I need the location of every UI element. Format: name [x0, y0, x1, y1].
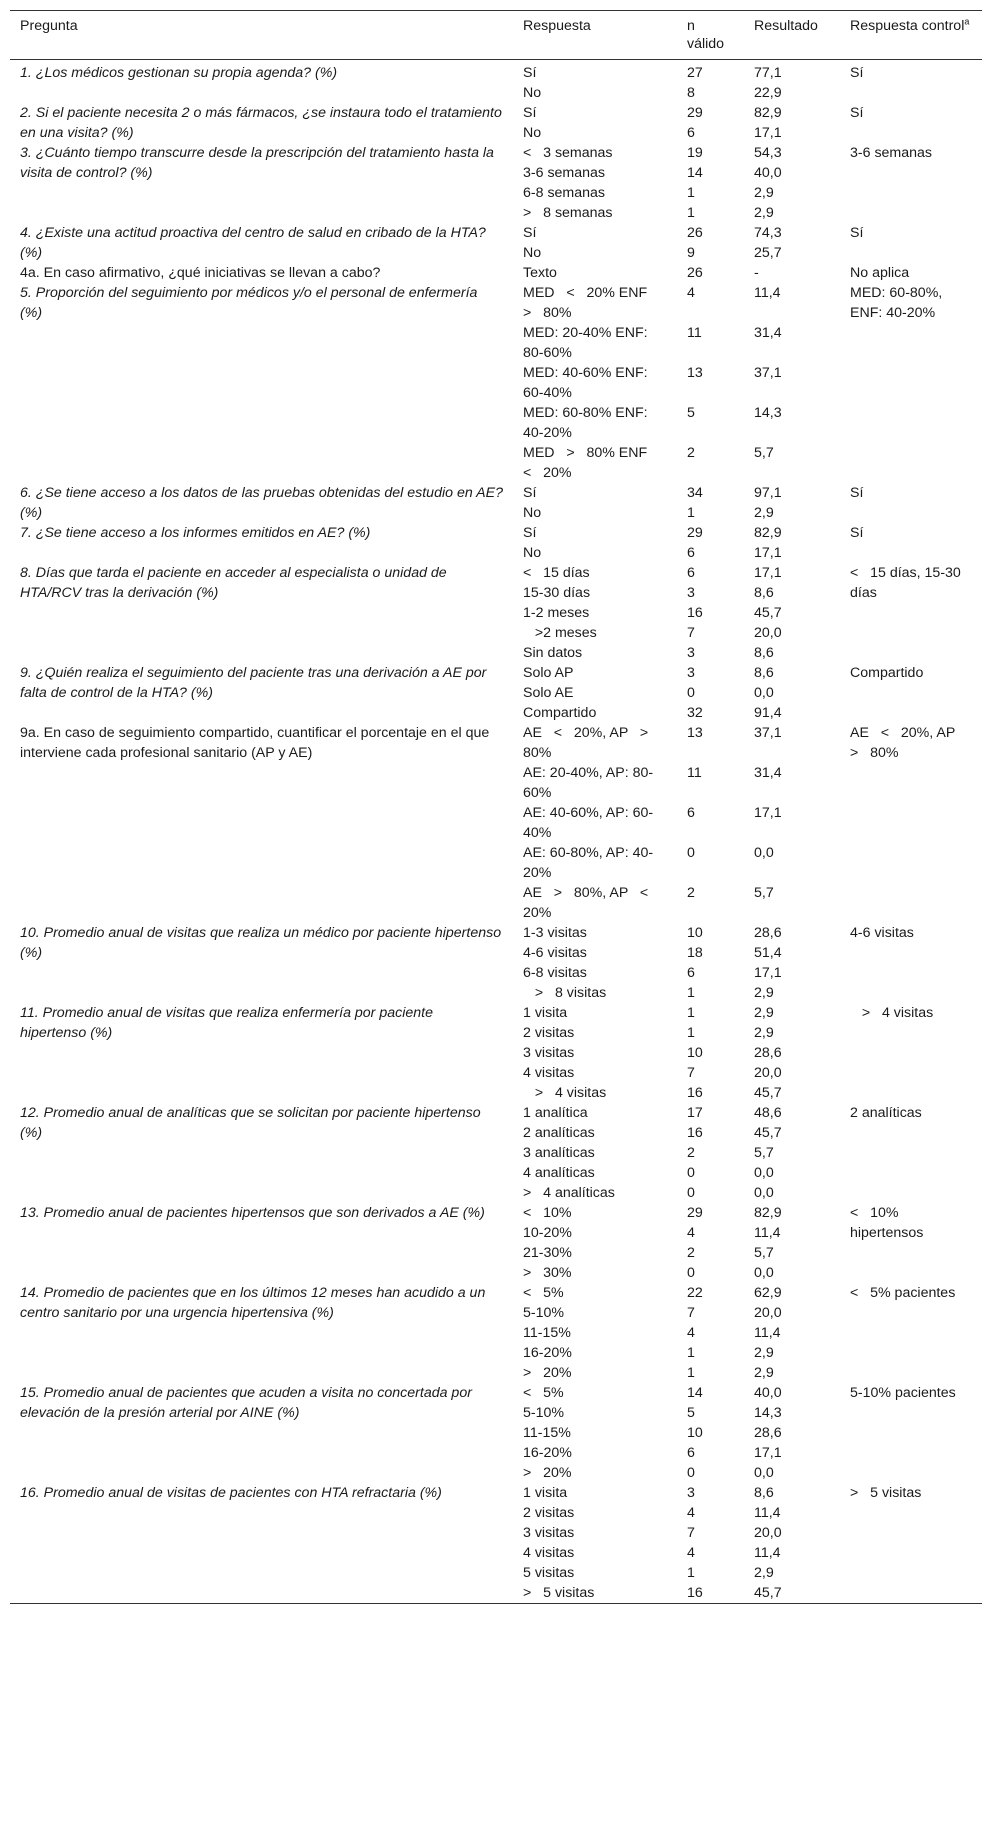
- header-n-valido: n válido: [687, 18, 725, 52]
- answer-cell: No: [523, 505, 542, 521]
- result-cell: 0,0: [754, 1465, 774, 1481]
- n-valid-cell: 8: [687, 85, 695, 101]
- header-respuesta: Respuesta: [523, 18, 591, 34]
- n-valid-cell: 6: [687, 805, 695, 821]
- result-cell: 8,6: [754, 585, 774, 601]
- control-answer-cell: < 5% pacientes: [850, 1285, 956, 1301]
- result-cell: 11,4: [754, 1505, 781, 1521]
- control-answer-cell: > 5 visitas: [850, 1485, 922, 1501]
- answer-cell: MED < 20% ENF > 80%: [523, 285, 660, 321]
- result-cell: 0,0: [754, 1165, 774, 1181]
- result-cell: 28,6: [754, 925, 782, 941]
- result-cell: 2,9: [754, 1345, 774, 1361]
- answer-cell: 3 visitas: [523, 1045, 575, 1061]
- question-cell: 13. Promedio anual de pacientes hipertensos que son derivados a AE (%): [20, 1205, 485, 1221]
- result-cell: 11,4: [754, 1225, 781, 1241]
- n-valid-cell: 16: [687, 1125, 703, 1141]
- result-cell: 45,7: [754, 1125, 782, 1141]
- n-valid-cell: 7: [687, 1065, 695, 1081]
- question-cell: 15. Promedio anual de pacientes que acuden a visita no concertada por elevación de la presión arterial por AINE (%): [20, 1385, 472, 1421]
- table-row: [10, 1283, 982, 1303]
- n-valid-cell: 6: [687, 125, 695, 141]
- answer-cell: 21-30%: [523, 1245, 572, 1261]
- control-answer-cell: Sí: [850, 105, 864, 121]
- result-cell: 48,6: [754, 1105, 782, 1121]
- answer-cell: 1-2 meses: [523, 605, 590, 621]
- result-cell: 82,9: [754, 105, 782, 121]
- control-answer-cell: No aplica: [850, 265, 910, 281]
- result-cell: 28,6: [754, 1045, 782, 1061]
- answer-cell: Texto: [523, 265, 557, 281]
- n-valid-cell: 26: [687, 265, 703, 281]
- answer-cell: > 8 visitas: [523, 985, 607, 1001]
- answer-cell: AE: 20-40%, AP: 80-60%: [523, 765, 654, 801]
- table-row: [10, 723, 982, 763]
- n-valid-cell: 34: [687, 485, 703, 501]
- answer-cell: > 5 visitas: [523, 1585, 595, 1601]
- result-cell: 25,7: [754, 245, 782, 261]
- answer-cell: 2 visitas: [523, 1505, 575, 1521]
- question-cell: 5. Proporción del seguimiento por médicos y/o el personal de enfermería (%): [20, 285, 478, 321]
- result-cell: 40,0: [754, 165, 782, 181]
- n-valid-cell: 13: [687, 365, 703, 381]
- question-cell: 3. ¿Cuánto tiempo transcurre desde la prescripción del tratamiento hasta la visita de control? (%): [20, 145, 494, 181]
- answer-cell: Solo AP: [523, 665, 574, 681]
- answer-cell: < 10%: [523, 1205, 572, 1221]
- answer-cell: AE < 20%, AP > 80%: [523, 725, 660, 761]
- result-cell: 2,9: [754, 1565, 774, 1581]
- table-row: [10, 663, 982, 683]
- result-cell: 28,6: [754, 1425, 782, 1441]
- n-valid-cell: 2: [687, 1145, 695, 1161]
- result-cell: 62,9: [754, 1285, 782, 1301]
- result-cell: 2,9: [754, 185, 774, 201]
- result-cell: 20,0: [754, 1525, 782, 1541]
- result-cell: 82,9: [754, 1205, 782, 1221]
- n-valid-cell: 4: [687, 1225, 695, 1241]
- table-row: [10, 60, 982, 84]
- n-valid-cell: 1: [687, 1025, 695, 1041]
- table-row: [10, 483, 982, 503]
- n-valid-cell: 18: [687, 945, 703, 961]
- n-valid-cell: 2: [687, 1245, 695, 1261]
- question-cell: 4a. En caso afirmativo, ¿qué iniciativas se llevan a cabo?: [20, 265, 381, 281]
- answer-cell: 16-20%: [523, 1345, 572, 1361]
- result-cell: 2,9: [754, 205, 774, 221]
- table-row: [10, 523, 982, 543]
- result-cell: 0,0: [754, 1265, 774, 1281]
- answer-cell: No: [523, 545, 542, 561]
- answer-cell: MED: 60-80% ENF: 40-20%: [523, 405, 652, 441]
- answer-cell: 4 visitas: [523, 1065, 575, 1081]
- answer-cell: 4-6 visitas: [523, 945, 587, 961]
- control-answer-cell: Sí: [850, 485, 864, 501]
- result-cell: 8,6: [754, 665, 774, 681]
- answer-cell: > 30%: [523, 1265, 572, 1281]
- n-valid-cell: 0: [687, 845, 695, 861]
- n-valid-cell: 16: [687, 1585, 703, 1601]
- n-valid-cell: 29: [687, 105, 703, 121]
- result-cell: 54,3: [754, 145, 782, 161]
- result-cell: 17,1: [754, 805, 782, 821]
- answer-cell: No: [523, 85, 542, 101]
- result-cell: 11,4: [754, 1325, 781, 1341]
- answer-cell: 5-10%: [523, 1405, 565, 1421]
- answer-cell: No: [523, 125, 542, 141]
- answer-cell: 2 analíticas: [523, 1125, 595, 1141]
- question-cell: 2. Si el paciente necesita 2 o más fármacos, ¿se instaura todo el tratamiento en una visita? (%): [20, 105, 502, 141]
- n-valid-cell: 1: [687, 985, 695, 1001]
- table-body: [10, 60, 982, 1604]
- control-answer-cell: 4-6 visitas: [850, 925, 914, 941]
- table-row: [10, 1103, 982, 1123]
- answer-cell: Sin datos: [523, 645, 583, 661]
- n-valid-cell: 10: [687, 1425, 703, 1441]
- result-cell: -: [754, 265, 759, 281]
- control-answer-cell: Sí: [850, 525, 864, 541]
- answer-cell: Sí: [523, 485, 537, 501]
- answer-cell: > 20%: [523, 1365, 572, 1381]
- n-valid-cell: 1: [687, 1565, 695, 1581]
- answer-cell: 4 visitas: [523, 1545, 575, 1561]
- table-row: [10, 1203, 982, 1223]
- n-valid-cell: 3: [687, 645, 695, 661]
- table-row: [10, 1003, 982, 1023]
- answer-cell: No: [523, 245, 542, 261]
- n-valid-cell: 16: [687, 605, 703, 621]
- result-cell: 97,1: [754, 485, 782, 501]
- result-cell: 77,1: [754, 65, 782, 81]
- table-row: [10, 223, 982, 243]
- answer-cell: 4 analíticas: [523, 1165, 595, 1181]
- result-cell: 2,9: [754, 985, 774, 1001]
- question-cell: 10. Promedio anual de visitas que realiza un médico por paciente hipertenso (%): [20, 925, 502, 961]
- n-valid-cell: 22: [687, 1285, 703, 1301]
- result-cell: 40,0: [754, 1385, 782, 1401]
- header-pregunta: Pregunta: [20, 18, 78, 34]
- control-answer-cell: MED: 60-80%, ENF: 40-20%: [850, 285, 947, 321]
- result-cell: 0,0: [754, 685, 774, 701]
- control-answer-cell: Compartido: [850, 665, 924, 681]
- control-answer-cell: > 4 visitas: [850, 1005, 934, 1021]
- question-cell: 14. Promedio de pacientes que en los últimos 12 meses han acudido a un centro sanitario por una urgencia hipertensiva (%): [20, 1285, 486, 1321]
- n-valid-cell: 3: [687, 585, 695, 601]
- answer-cell: 10-20%: [523, 1225, 572, 1241]
- n-valid-cell: 6: [687, 565, 695, 581]
- n-valid-cell: 0: [687, 1465, 695, 1481]
- n-valid-cell: 11: [687, 325, 702, 341]
- result-cell: 0,0: [754, 845, 774, 861]
- result-cell: 2,9: [754, 505, 774, 521]
- header-control-label: Respuesta control: [850, 18, 965, 34]
- n-valid-cell: 3: [687, 665, 695, 681]
- answer-cell: MED: 20-40% ENF: 80-60%: [523, 325, 652, 361]
- n-valid-cell: 7: [687, 1525, 695, 1541]
- result-cell: 8,6: [754, 645, 774, 661]
- answer-cell: AE: 40-60%, AP: 60-40%: [523, 805, 654, 841]
- answer-cell: 3 visitas: [523, 1525, 575, 1541]
- question-cell: 16. Promedio anual de visitas de pacientes con HTA refractaria (%): [20, 1485, 442, 1501]
- n-valid-cell: 1: [687, 1005, 695, 1021]
- n-valid-cell: 32: [687, 705, 703, 721]
- question-cell: 1. ¿Los médicos gestionan su propia agenda? (%): [20, 65, 338, 81]
- result-cell: 17,1: [754, 965, 782, 981]
- answer-cell: 16-20%: [523, 1445, 572, 1461]
- result-cell: 22,9: [754, 85, 782, 101]
- result-cell: 91,4: [754, 705, 782, 721]
- result-cell: 37,1: [754, 725, 782, 741]
- n-valid-cell: 10: [687, 1045, 703, 1061]
- n-valid-cell: 6: [687, 545, 695, 561]
- table-row: [10, 103, 982, 123]
- answer-cell: < 5%: [523, 1385, 564, 1401]
- header-resultado: Resultado: [754, 18, 818, 34]
- n-valid-cell: 10: [687, 925, 703, 941]
- result-cell: 31,4: [754, 325, 782, 341]
- question-cell: 9. ¿Quién realiza el seguimiento del paciente tras una derivación a AE por falta de control de la HTA? (%): [20, 665, 487, 701]
- answer-cell: 6-8 semanas: [523, 185, 606, 201]
- n-valid-cell: 7: [687, 625, 695, 641]
- control-answer-cell: Sí: [850, 225, 864, 241]
- control-answer-cell: Sí: [850, 65, 864, 81]
- result-cell: 82,9: [754, 525, 782, 541]
- answer-cell: AE: 60-80%, AP: 40-20%: [523, 845, 654, 881]
- n-valid-cell: 9: [687, 245, 695, 261]
- result-cell: 14,3: [754, 1405, 782, 1421]
- n-valid-cell: 0: [687, 1185, 695, 1201]
- n-valid-cell: 11: [687, 765, 702, 781]
- result-cell: 11,4: [754, 285, 781, 301]
- result-cell: 5,7: [754, 1245, 774, 1261]
- control-answer-cell: < 15 días, 15-30 días: [850, 565, 965, 601]
- answer-cell: < 3 semanas: [523, 145, 613, 161]
- question-cell: 9a. En caso de seguimiento compartido, cuantificar el porcentaje en el que interviene cada profesional sanitario (AP y AE): [20, 725, 490, 761]
- result-cell: 45,7: [754, 1085, 782, 1101]
- n-valid-cell: 14: [687, 165, 703, 181]
- table-row: [10, 923, 982, 943]
- result-cell: 45,7: [754, 605, 782, 621]
- result-cell: 20,0: [754, 625, 782, 641]
- result-cell: 5,7: [754, 445, 774, 461]
- n-valid-cell: 0: [687, 1265, 695, 1281]
- control-answer-cell: AE < 20%, AP > 80%: [850, 725, 967, 761]
- header-respuesta-control: [840, 11, 982, 60]
- n-valid-cell: 5: [687, 405, 695, 421]
- answer-cell: < 5%: [523, 1285, 564, 1301]
- result-cell: 17,1: [754, 545, 782, 561]
- n-valid-cell: 17: [687, 1105, 703, 1121]
- n-valid-cell: 7: [687, 1305, 695, 1321]
- n-valid-cell: 4: [687, 1325, 695, 1341]
- answer-cell: 5 visitas: [523, 1565, 575, 1581]
- n-valid-cell: 29: [687, 1205, 703, 1221]
- n-valid-cell: 4: [687, 1545, 695, 1561]
- table-row: [10, 263, 982, 283]
- answer-cell: Sí: [523, 65, 537, 81]
- result-cell: 45,7: [754, 1585, 782, 1601]
- answer-cell: 1-3 visitas: [523, 925, 587, 941]
- answer-cell: 2 visitas: [523, 1025, 575, 1041]
- n-valid-cell: 3: [687, 1485, 695, 1501]
- answer-cell: Sí: [523, 105, 537, 121]
- question-cell: 8. Días que tarda el paciente en acceder al especialista o unidad de HTA/RCV tras la derivación (%): [20, 565, 447, 601]
- result-cell: 5,7: [754, 1145, 774, 1161]
- survey-results-table: [10, 10, 982, 1604]
- answer-cell: 15-30 días: [523, 585, 591, 601]
- result-cell: 2,9: [754, 1005, 774, 1021]
- question-cell: 7. ¿Se tiene acceso a los informes emitidos en AE? (%): [20, 525, 371, 541]
- question-cell: 11. Promedio anual de visitas que realiza enfermería por paciente hipertenso (%): [20, 1005, 433, 1041]
- result-cell: 20,0: [754, 1305, 782, 1321]
- n-valid-cell: 26: [687, 225, 703, 241]
- n-valid-cell: 16: [687, 1085, 703, 1101]
- n-valid-cell: 1: [687, 1365, 695, 1381]
- n-valid-cell: 1: [687, 185, 695, 201]
- n-valid-cell: 5: [687, 1405, 695, 1421]
- n-valid-cell: 1: [687, 1345, 695, 1361]
- answer-cell: 11-15%: [523, 1425, 571, 1441]
- table-row: [10, 143, 982, 163]
- n-valid-cell: 6: [687, 965, 695, 981]
- answer-cell: 1 visita: [523, 1485, 568, 1501]
- result-cell: 11,4: [754, 1545, 781, 1561]
- answer-cell: 3-6 semanas: [523, 165, 606, 181]
- header-control-footnote: a: [964, 16, 970, 27]
- question-cell: 6. ¿Se tiene acceso a los datos de las pruebas obtenidas del estudio en AE? (%): [20, 485, 503, 521]
- result-cell: 8,6: [754, 1485, 774, 1501]
- survey-results-table-container: [10, 10, 982, 1604]
- answer-cell: Sí: [523, 525, 537, 541]
- table-row: [10, 1483, 982, 1503]
- n-valid-cell: 1: [687, 205, 695, 221]
- answer-cell: > 4 analíticas: [523, 1185, 615, 1201]
- table-header-row: [10, 11, 982, 60]
- result-cell: 17,1: [754, 125, 782, 141]
- table-row: [10, 283, 982, 323]
- answer-cell: 6-8 visitas: [523, 965, 587, 981]
- n-valid-cell: 27: [687, 65, 703, 81]
- n-valid-cell: 6: [687, 1445, 695, 1461]
- result-cell: 17,1: [754, 565, 782, 581]
- table-row: [10, 1383, 982, 1403]
- n-valid-cell: 0: [687, 1165, 695, 1181]
- question-cell: 12. Promedio anual de analíticas que se solicitan por paciente hipertenso (%): [20, 1105, 481, 1141]
- answer-cell: AE > 80%, AP < 20%: [523, 885, 660, 921]
- result-cell: 14,3: [754, 405, 782, 421]
- result-cell: 37,1: [754, 365, 782, 381]
- answer-cell: < 15 días: [523, 565, 590, 581]
- question-cell: 4. ¿Existe una actitud proactiva del centro de salud en cribado de la HTA? (%): [20, 225, 486, 261]
- n-valid-cell: 4: [687, 285, 695, 301]
- n-valid-cell: 14: [687, 1385, 703, 1401]
- n-valid-cell: 13: [687, 725, 703, 741]
- n-valid-cell: 19: [687, 145, 703, 161]
- result-cell: 0,0: [754, 1185, 774, 1201]
- result-cell: 74,3: [754, 225, 782, 241]
- answer-cell: > 8 semanas: [523, 205, 613, 221]
- answer-cell: >2 meses: [523, 625, 597, 641]
- answer-cell: 3 analíticas: [523, 1145, 595, 1161]
- answer-cell: > 4 visitas: [523, 1085, 607, 1101]
- answer-cell: 11-15%: [523, 1325, 571, 1341]
- answer-cell: 1 analítica: [523, 1105, 588, 1121]
- result-cell: 2,9: [754, 1025, 774, 1041]
- answer-cell: Compartido: [523, 705, 597, 721]
- control-answer-cell: 5-10% pacientes: [850, 1385, 956, 1401]
- n-valid-cell: 2: [687, 885, 695, 901]
- answer-cell: MED: 40-60% ENF: 60-40%: [523, 365, 652, 401]
- result-cell: 2,9: [754, 1365, 774, 1381]
- n-valid-cell: 29: [687, 525, 703, 541]
- answer-cell: > 20%: [523, 1465, 572, 1481]
- control-answer-cell: 2 analíticas: [850, 1105, 922, 1121]
- answer-cell: MED > 80% ENF < 20%: [523, 445, 660, 481]
- control-answer-cell: < 10% hipertensos: [850, 1205, 924, 1241]
- n-valid-cell: 4: [687, 1505, 695, 1521]
- result-cell: 5,7: [754, 885, 774, 901]
- result-cell: 17,1: [754, 1445, 782, 1461]
- control-answer-cell: 3-6 semanas: [850, 145, 933, 161]
- answer-cell: Solo AE: [523, 685, 574, 701]
- answer-cell: 1 visita: [523, 1005, 568, 1021]
- n-valid-cell: 1: [687, 505, 695, 521]
- answer-cell: Sí: [523, 225, 537, 241]
- n-valid-cell: 0: [687, 685, 695, 701]
- table-row: [10, 563, 982, 583]
- result-cell: 51,4: [754, 945, 782, 961]
- result-cell: 31,4: [754, 765, 782, 781]
- result-cell: 20,0: [754, 1065, 782, 1081]
- answer-cell: 5-10%: [523, 1305, 565, 1321]
- n-valid-cell: 2: [687, 445, 695, 461]
